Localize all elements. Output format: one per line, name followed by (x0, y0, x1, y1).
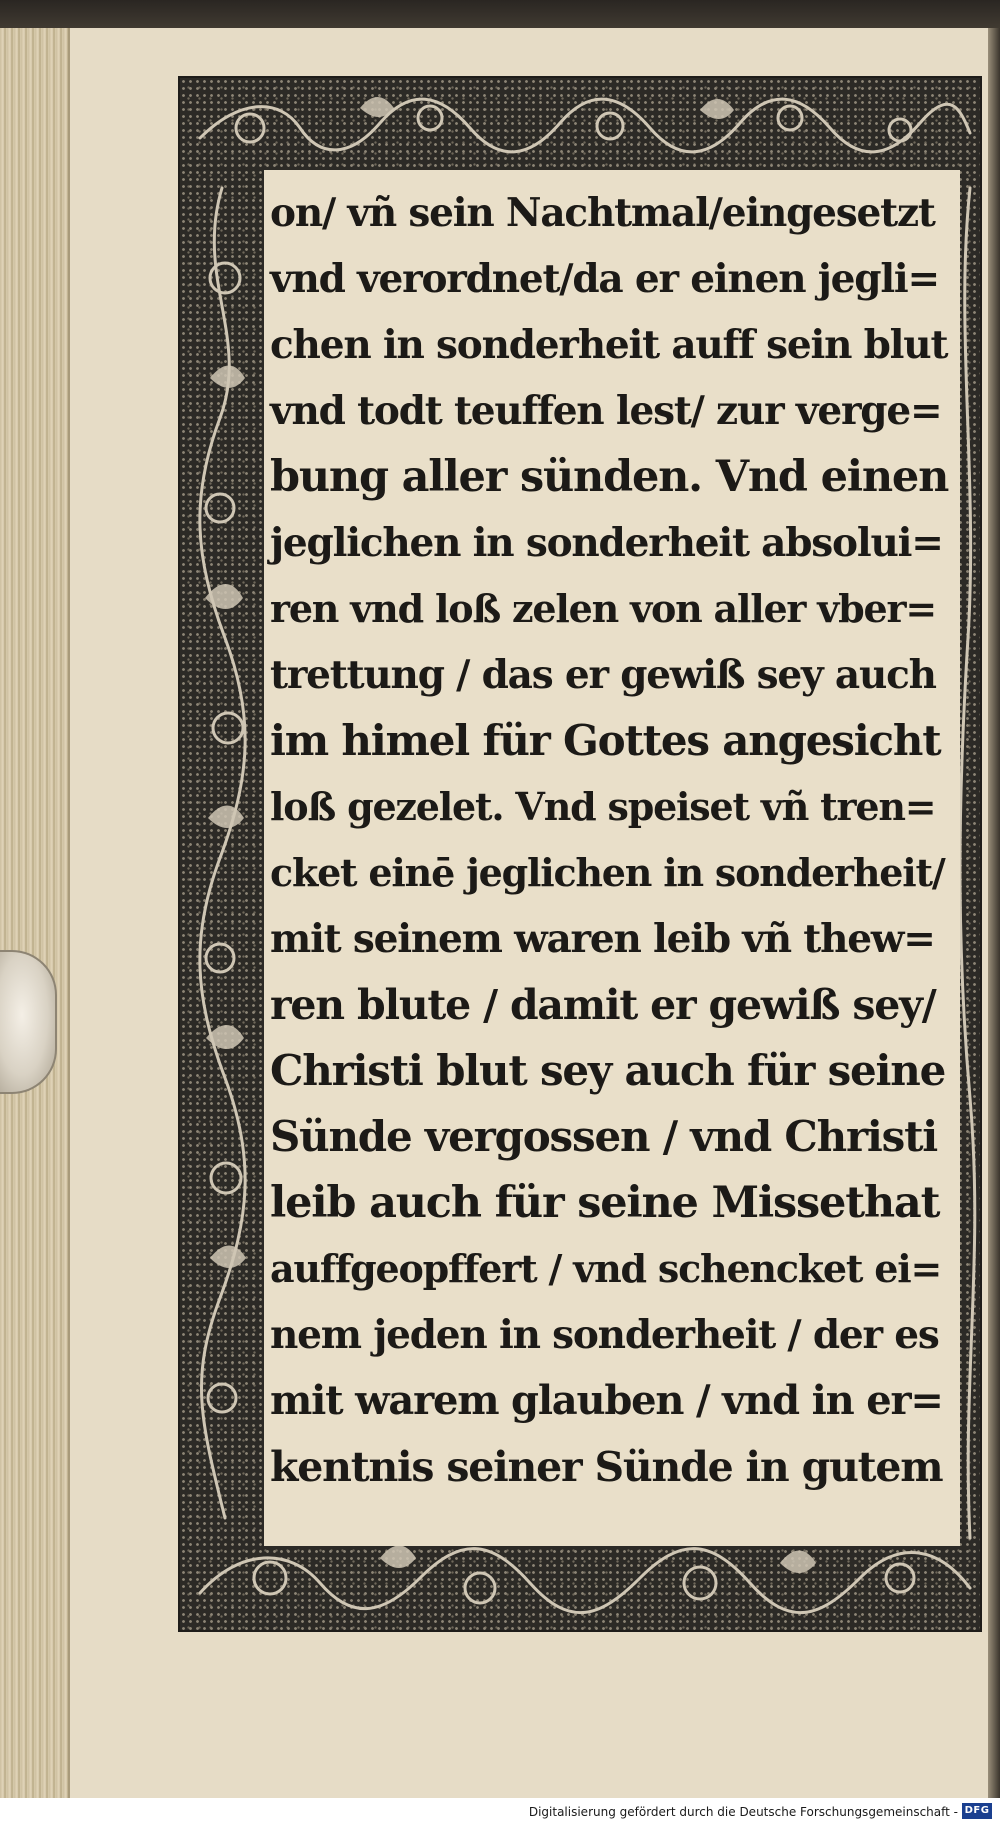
text-line: Christi blut sey auch für seine (270, 1046, 946, 1095)
text-line: Sünde vergossen / vnd Christi (270, 1112, 938, 1161)
dfg-logo: DFG (962, 1803, 992, 1819)
text-block (264, 170, 960, 1546)
text-line: im himel für Gottes angesicht (270, 716, 941, 765)
text-line: mit warem glauben / vnd in er= (270, 1377, 943, 1424)
text-line: vnd todt teuffen lest/ zur verge= (270, 388, 942, 434)
text-line: trettung / das er gewiß sey auch (270, 652, 936, 698)
funding-credit: Digitalisierung gefördert durch die Deutsche Forschungsgemeinschaft - (528, 1805, 958, 1819)
text-line: chen in sonderheit auff sein blut (270, 322, 948, 368)
text-line: ren vnd loß zelen von aller vber= (270, 586, 936, 631)
text-line: ren blute / damit er gewiß sey/ (270, 981, 936, 1029)
text-line: loß gezelet. Vnd speiset vñ tren= (270, 784, 936, 829)
text-line: kentnis seiner Sünde in gutem (270, 1443, 943, 1491)
book-right-edge (988, 28, 1000, 1798)
text-line: jeglichen in sonderheit absolui= (270, 520, 943, 566)
text-line: vnd verordnet/da er einen jegli= (270, 256, 940, 302)
text-lines (264, 170, 960, 1500)
book-clasp (0, 950, 57, 1094)
text-line: nem jeden in sonderheit / der es (270, 1312, 939, 1358)
woodcut-border-frame (180, 78, 980, 1630)
text-line: auffgeopffert / vnd schencket ei= (270, 1246, 942, 1291)
digitization-footer (0, 1798, 1000, 1828)
text-line: on/ vñ sein Nachtmal/eingesetzt (270, 190, 935, 236)
text-line: bung aller sünden. Vnd einen (270, 452, 949, 502)
text-line: mit seinem waren leib vñ thew= (270, 916, 935, 962)
text-line: leib auch für seine Missethat (270, 1178, 940, 1228)
text-line: cket einē jeglichen in sonderheit/ (270, 850, 945, 895)
page-edges (0, 28, 70, 1798)
